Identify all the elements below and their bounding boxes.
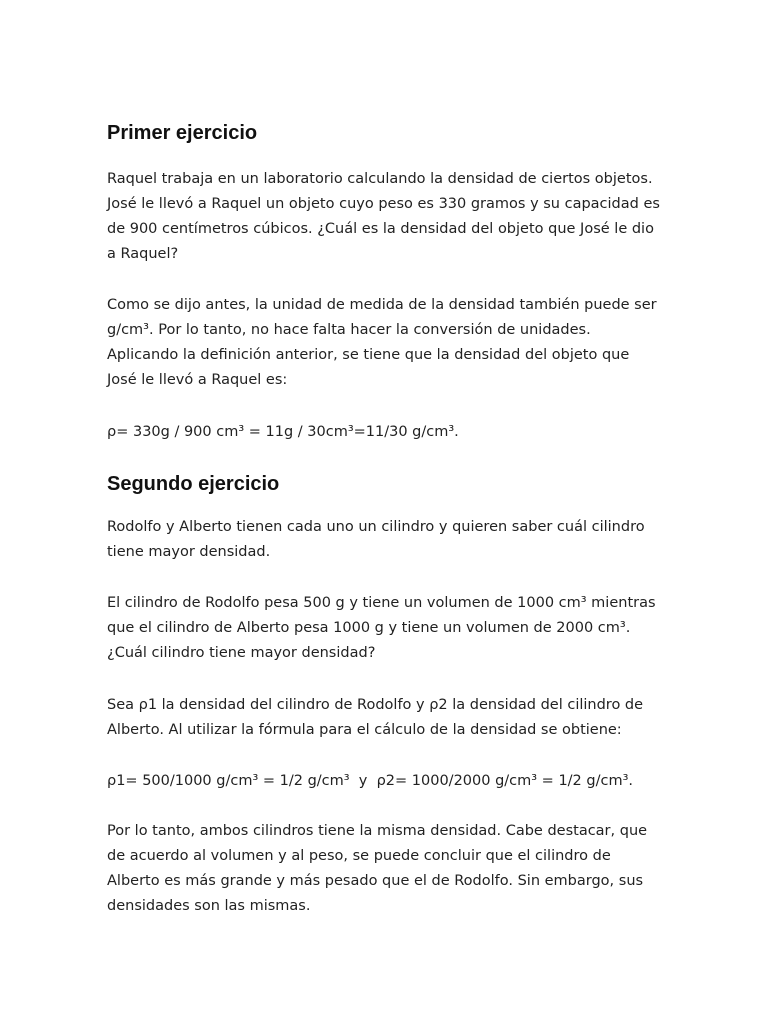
paragraph-conclusion: Por lo tanto, ambos cilindros tiene la misma densidad. Cabe destacar, que de acuerdo al volumen y al peso, se puede concluir que el cilindro de Alberto es más grande y más pesado que el de Rodolfo. Sin embargo, sus densidades son las mismas.: [107, 823, 648, 914]
formula-density-1: ρ= 330g / 900 cm³ = 11g / 30cm³=11/30 g/cm³.: [107, 424, 459, 440]
paragraph-explanation-2: Sea ρ1 la densidad del cilindro de Rodolfo y ρ2 la densidad del cilindro de Alberto. Al utilizar la fórmula para el cálculo de la densidad se obtiene:: [107, 697, 644, 738]
paragraph-problem-2-data: El cilindro de Rodolfo pesa 500 g y tiene un volumen de 1000 cm³ mientras que el cilindro de Alberto pesa 1000 g y tiene un volumen de 2000 cm³. ¿Cuál cilindro tiene mayor densidad?: [107, 595, 656, 661]
paragraph-problem-2-intro: Rodolfo y Alberto tienen cada uno un cilindro y quieren saber cuál cilindro tiene mayor densidad.: [107, 519, 645, 560]
section-title-segundo-ejercicio: Segundo ejercicio: [107, 473, 280, 495]
section-title-primer-ejercicio: Primer ejercicio: [107, 122, 258, 144]
formula-density-2: ρ1= 500/1000 g/cm³ = 1/2 g/cm³ y ρ2= 1000/2000 g/cm³ = 1/2 g/cm³.: [107, 773, 633, 789]
paragraph-problem-1: Raquel trabaja en un laboratorio calculando la densidad de ciertos objetos. José le llevó a Raquel un objeto cuyo peso es 330 gramos y su capacidad es de 900 centímetros cúbicos. ¿Cuál es la densidad del objeto que José le dio a Raquel?: [107, 171, 660, 262]
paragraph-explanation-1: Como se dijo antes, la unidad de medida de la densidad también puede ser g/cm³. Por lo tanto, no hace falta hacer la conversión de unidades. Aplicando la definición anterior, se tiene que la densidad del objeto que José le llevó a Raquel es:: [107, 297, 657, 388]
